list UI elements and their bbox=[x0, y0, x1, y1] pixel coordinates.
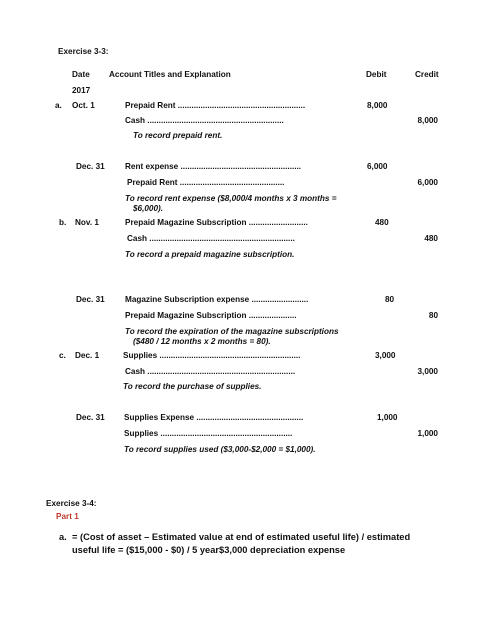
header-debit: Debit bbox=[366, 70, 387, 79]
entry-explanation: To record rent expense ($8,000/4 months x 3 months = bbox=[125, 194, 337, 203]
entry-date: Oct. 1 bbox=[72, 101, 95, 110]
header-account: Account Titles and Explanation bbox=[109, 70, 231, 79]
credit-amount: 480 bbox=[424, 234, 438, 243]
entry-line: Cash ................................................................. bbox=[125, 367, 296, 376]
credit-amount: 1,000 bbox=[417, 429, 438, 438]
entry-date: Nov. 1 bbox=[75, 218, 99, 227]
exercise-3-3-title: Exercise 3-3: bbox=[58, 47, 109, 56]
year-label: 2017 bbox=[72, 86, 91, 95]
debit-amount: 1,000 bbox=[377, 413, 398, 422]
credit-amount: 3,000 bbox=[417, 367, 438, 376]
entry-line: Prepaid Magazine Subscription ..................... bbox=[125, 311, 297, 320]
entry-explanation: $6,000). bbox=[133, 204, 164, 213]
header-date: Date bbox=[72, 70, 90, 79]
debit-amount: 6,000 bbox=[367, 162, 388, 171]
header-credit: Credit bbox=[415, 70, 439, 79]
entry-date: Dec. 31 bbox=[76, 295, 105, 304]
debit-amount: 8,000 bbox=[367, 101, 388, 110]
entry-line: Rent expense ..................................................... bbox=[125, 162, 302, 171]
entry-explanation: ($480 / 12 months x 2 months = 80). bbox=[133, 337, 271, 346]
entry-line: Magazine Subscription expense ......................... bbox=[125, 295, 309, 304]
formula-a-label: a. bbox=[59, 532, 67, 542]
debit-amount: 480 bbox=[375, 218, 389, 227]
entry-line: Supplies .......................................................... bbox=[124, 429, 293, 438]
entry-explanation: To record a prepaid magazine subscription. bbox=[125, 250, 295, 259]
debit-amount: 3,000 bbox=[375, 351, 396, 360]
entry-line: Cash ............................................................ bbox=[125, 116, 284, 125]
entry-line: Prepaid Rent ........................................................ bbox=[125, 101, 306, 110]
credit-amount: 6,000 bbox=[417, 178, 438, 187]
entry-line: Prepaid Rent .............................................. bbox=[127, 178, 285, 187]
entry-date: Dec. 31 bbox=[76, 162, 105, 171]
part-a-label: a. bbox=[55, 101, 62, 110]
entry-line: Prepaid Magazine Subscription .......................... bbox=[125, 218, 308, 227]
part-b-label: b. bbox=[59, 218, 67, 227]
entry-line: Supplies Expense ............................................... bbox=[124, 413, 304, 422]
entry-line: Cash ................................................................ bbox=[127, 234, 295, 243]
entry-explanation: To record supplies used ($3,000-$2,000 = $1,000). bbox=[124, 445, 316, 454]
entry-explanation: To record the purchase of supplies. bbox=[123, 382, 262, 391]
part-1-label: Part 1 bbox=[56, 512, 79, 521]
debit-amount: 80 bbox=[385, 295, 395, 304]
entry-explanation: To record the expiration of the magazine subscriptions bbox=[125, 327, 339, 336]
exercise-3-4-title: Exercise 3-4: bbox=[46, 499, 97, 508]
entry-date: Dec. 1 bbox=[75, 351, 100, 360]
entry-explanation: To record prepaid rent. bbox=[133, 131, 223, 140]
credit-amount: 8,000 bbox=[417, 116, 438, 125]
part-c-label: c. bbox=[59, 351, 66, 360]
formula-line: useful life = ($15,000 - $0) / 5 year$3,000 depreciation expense bbox=[72, 545, 346, 555]
entry-date: Dec. 31 bbox=[76, 413, 105, 422]
entry-line: Supplies .............................................................. bbox=[123, 351, 301, 360]
credit-amount: 80 bbox=[428, 311, 438, 320]
formula-line: = (Cost of asset – Estimated value at end of estimated useful life) / estimated bbox=[72, 532, 411, 542]
